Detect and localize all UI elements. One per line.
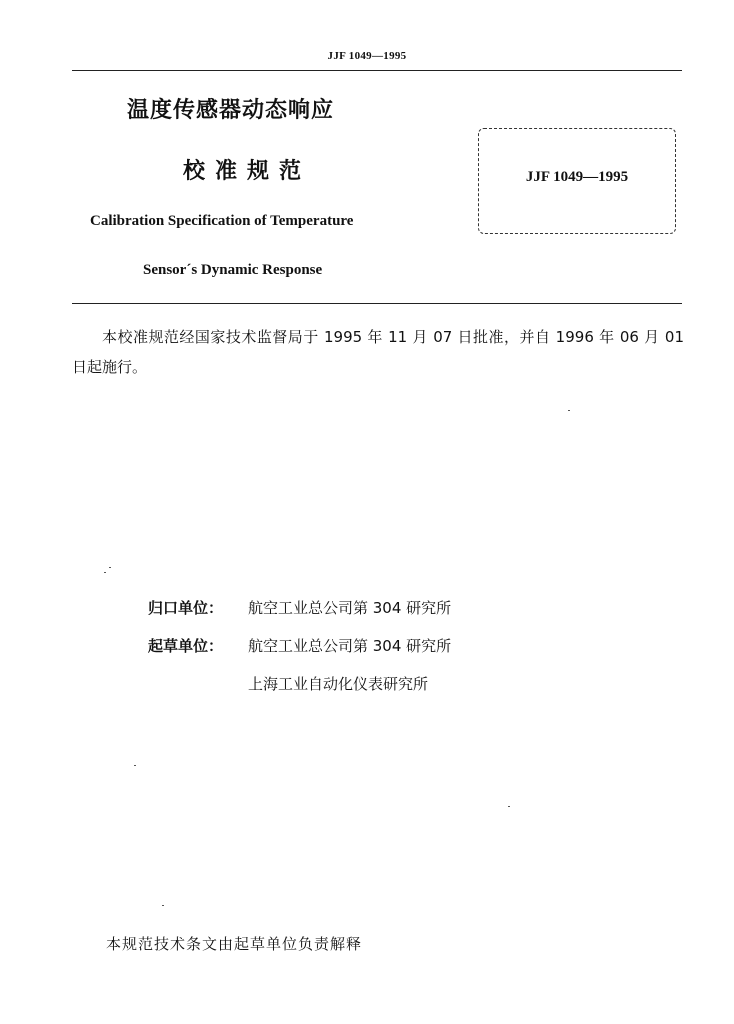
header-rule xyxy=(72,70,682,71)
drafting-unit-value-1: 航空工业总公司第 304 研究所 xyxy=(248,637,452,655)
scan-speck xyxy=(162,905,164,906)
scan-speck xyxy=(568,410,570,411)
approval-statement: 本校准规范经国家技术监督局于 1995 年 11 月 07 日批准，并自 1996 年 06 月 01 日起施行。 xyxy=(72,328,684,376)
scan-speck xyxy=(109,567,111,568)
title-chinese-line1: 温度传感器动态响应 xyxy=(127,98,335,123)
title-english-line2: Sensor´s Dynamic Response xyxy=(143,262,323,278)
scan-speck xyxy=(134,765,136,766)
header-standard-code: JJF 1049—1995 xyxy=(327,50,407,62)
drafting-unit-label: 起草单位： xyxy=(148,637,224,655)
responsible-unit-value: 航空工业总公司第 304 研究所 xyxy=(248,599,452,617)
interpretation-note: 本规范技术条文由起草单位负责解释 xyxy=(106,935,363,953)
standard-code-box xyxy=(478,128,676,234)
title-chinese-line2: 校准规范 xyxy=(183,159,312,184)
drafting-unit-value-2: 上海工业自动化仪表研究所 xyxy=(248,675,429,693)
standard-code-box-label: JJF 1049—1995 xyxy=(525,168,629,185)
title-english-line1: Calibration Specification of Temperature xyxy=(90,213,354,229)
responsible-unit-row xyxy=(148,597,451,618)
drafting-unit-row xyxy=(148,635,451,656)
title-divider-rule xyxy=(72,303,682,304)
scan-speck xyxy=(104,572,106,573)
responsible-unit-label: 归口单位： xyxy=(148,599,224,617)
scan-speck xyxy=(508,806,510,807)
